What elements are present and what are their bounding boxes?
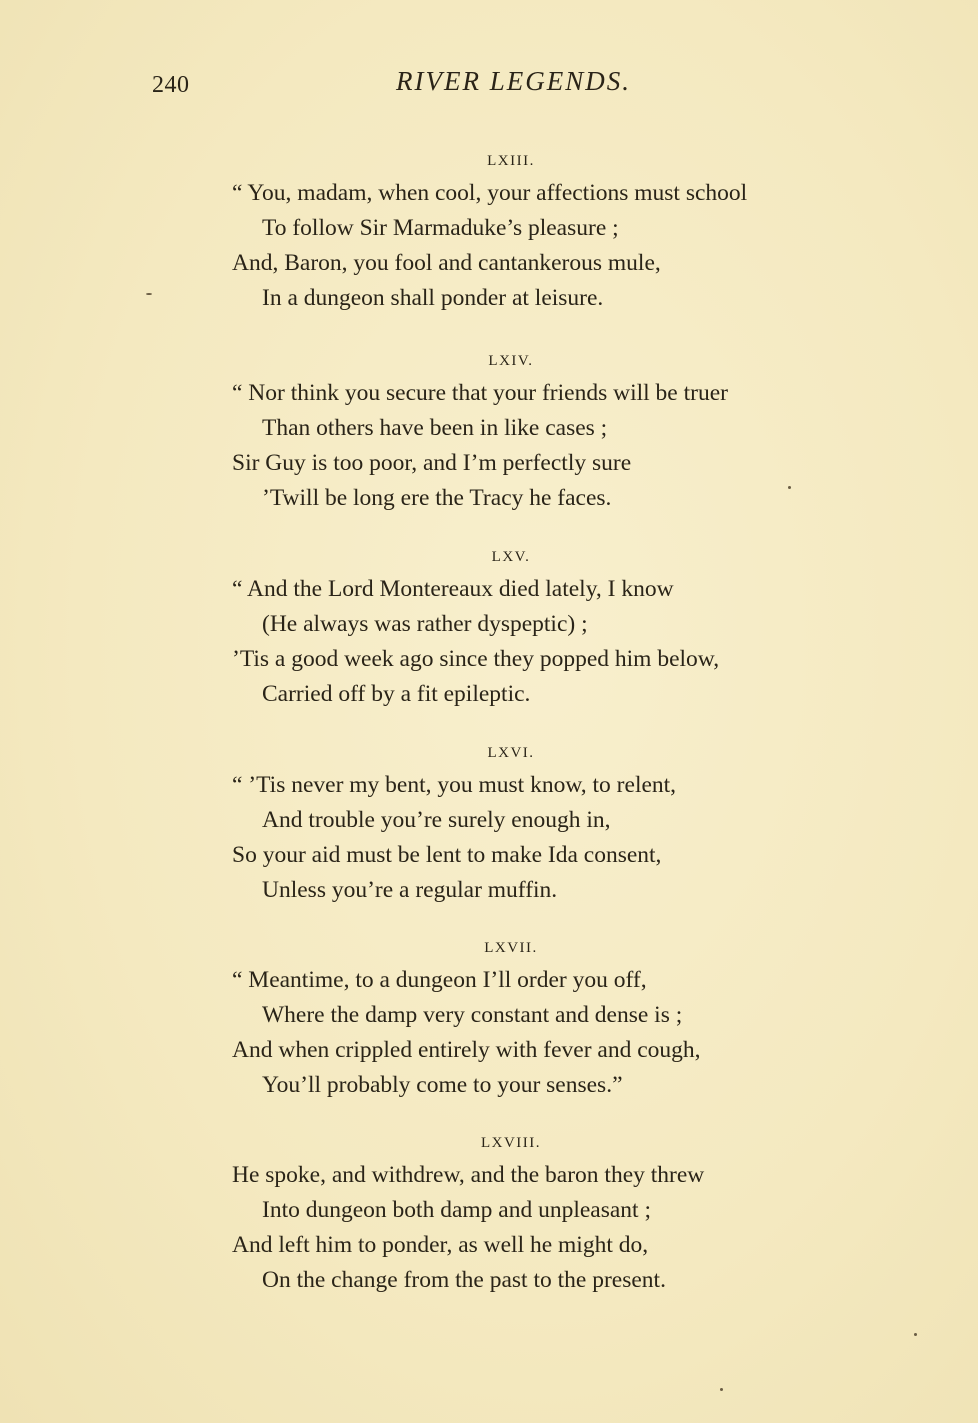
verse-line: “ ’Tis never my bent, you must know, to relent, (232, 772, 677, 798)
stanza-lxviii (232, 1128, 872, 1298)
stanza-lxv (232, 542, 872, 712)
verse-line: So your aid must be lent to make Ida consent, (232, 842, 662, 868)
verse-line: “ You, madam, when cool, your affections must school (232, 180, 748, 206)
verse-line: And, Baron, you fool and cantankerous mule, (232, 250, 661, 276)
stanza-numeral: LXIII. (487, 153, 535, 169)
stanza-lxvii (232, 933, 872, 1103)
stanza-numeral: LXVIII. (480, 1135, 542, 1151)
paper-speck (788, 486, 791, 489)
verse-line: ’Twill be long ere the Tracy he faces. (262, 485, 612, 511)
verse-line: “ Nor think you secure that your friends will be truer (232, 380, 728, 406)
verse-line: “ Meantime, to a dungeon I’ll order you off, (232, 967, 647, 993)
page-header (0, 66, 978, 106)
verse-line: Carried off by a fit epileptic. (262, 681, 531, 707)
paper-speck (720, 1388, 723, 1391)
stanza-lxiv (232, 346, 872, 516)
verse-line: ’Tis a good week ago since they popped him below, (232, 646, 720, 672)
verse-line: Sir Guy is too poor, and I’m perfectly sure (232, 450, 632, 476)
verse-line: You’ll probably come to your senses.” (262, 1072, 623, 1098)
paper-speck (146, 293, 152, 295)
stanza-numeral: LXV. (491, 549, 531, 565)
verse-line: To follow Sir Marmaduke’s pleasure ; (262, 215, 619, 241)
verse-line: And left him to ponder, as well he might do, (232, 1232, 649, 1258)
paper-speck (914, 1333, 917, 1336)
verse-line: Unless you’re a regular muffin. (262, 877, 558, 903)
verse-line: (He always was rather dyspeptic) ; (262, 611, 588, 637)
verse-line: And trouble you’re surely enough in, (262, 807, 611, 833)
verse-line: Where the damp very constant and dense is ; (262, 1002, 683, 1028)
verse-line: In a dungeon shall ponder at leisure. (262, 285, 604, 311)
verse-line: On the change from the past to the present. (262, 1267, 666, 1293)
verse-line: Than others have been in like cases ; (262, 415, 608, 441)
stanza-lxvi (232, 738, 872, 908)
verse-line: And when crippled entirely with fever and cough, (232, 1037, 701, 1063)
stanza-numeral: LXVI. (487, 745, 535, 761)
stanza-numeral: LXVII. (484, 940, 538, 956)
verse-line: Into dungeon both damp and unpleasant ; (262, 1197, 651, 1223)
page-number: 240 (152, 72, 190, 98)
verse-line: He spoke, and withdrew, and the baron they threw (232, 1162, 705, 1188)
verse-line: “ And the Lord Montereaux died lately, I know (232, 576, 674, 602)
stanza-lxiii (232, 146, 872, 316)
running-title: RIVER LEGENDS. (396, 66, 631, 96)
stanza-numeral: LXIV. (488, 353, 534, 369)
